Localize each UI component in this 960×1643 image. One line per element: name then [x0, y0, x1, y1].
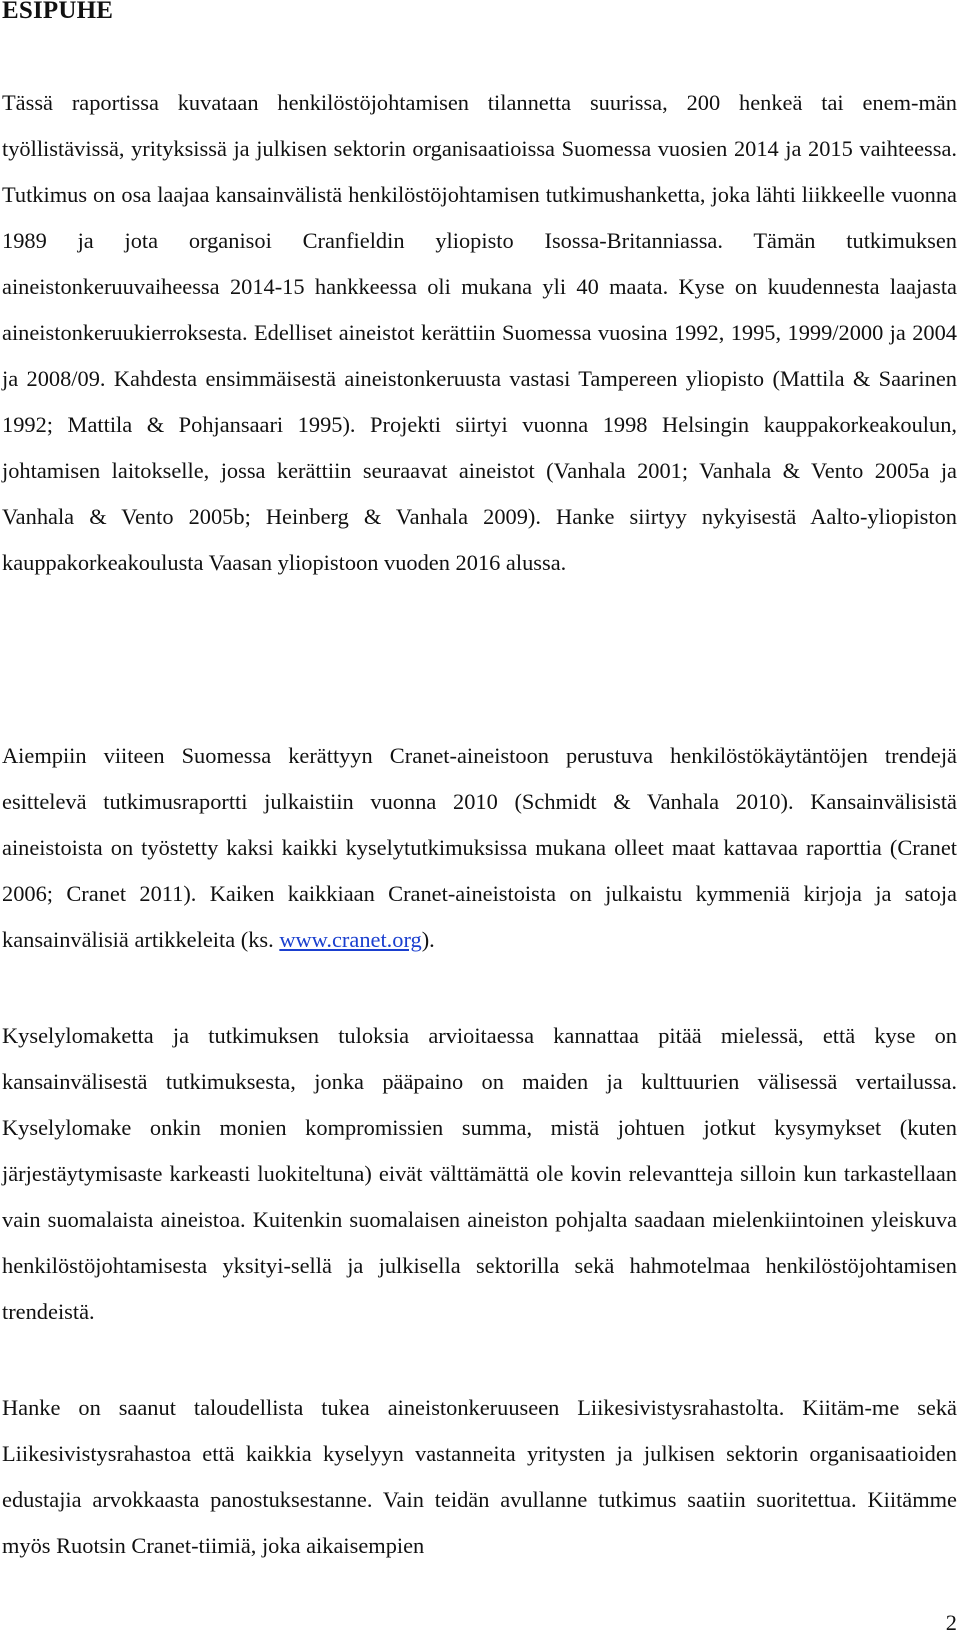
paragraph-previous-reports-text: Aiempiin viiteen Suomessa kerättyyn Cranet-aineistoon perustuva henkilöstökäytäntöjen trendejä esittelevä tutkimusraportti julkaistiin vuonna 2010 (Schmidt & Vanhala 2010). Kansainvälisistä aineistoista on työstetty kaksi kaikki kyselytutkimuksissa mukana olleet maat kattavaa raporttia (Cranet 2006; Cranet 2011). Kaiken kaikkiaan Cranet-aineistoista on julkaistu kymmeniä kirjoja ja satoja kansainvälisiä artikkeleita (ks.: [2, 743, 957, 952]
paragraph-acknowledgements: Hanke on saanut taloudellista tukea aineistonkeruuseen Liikesivistysrahastolta. Kiitäm-me sekä Liikesivistysrahastoa että kaikkia kyselyyn vastanneita yritysten ja julkisen sektorin organisaatioiden edustajia arvokkaasta panostuksestanne. Vain teidän avullanne tutkimus saatiin suoritettua. Kiitämme myös Ruotsin Cranet-tiimiä, joka aikaisempien: [2, 1395, 957, 1558]
paragraph-previous-reports: [2, 733, 957, 963]
paragraph-questionnaire: Kyselylomaketta ja tutkimuksen tuloksia arvioitaessa kannattaa pitää mielessä, että kyse on kansainvälisestä tutkimuksesta, jonka pääpaino on maiden ja kulttuurien välisessä vertailussa. Kyselylomake onkin monien kompromissien summa, mistä johtuen jotkut kysymykset (kuten järjestäytymisaste karkeasti luokiteltuna) eivät välttämättä ole kovin relevantteja silloin kun tarkastellaan vain suomalaista aineistoa. Kuitenkin suomalaisen aineiston pohjalta saadaan mielenkiintoinen yleiskuva henkilöstöjohtamisesta yksityi-sellä ja julkisella sektorilla sekä hahmotelmaa henkilöstöjohtamisen trendeistä.: [2, 1023, 957, 1324]
page-heading: ESIPUHE: [2, 0, 114, 24]
link-trailing-text: ).: [421, 927, 435, 952]
cranet-link[interactable]: www.cranet.org: [279, 927, 422, 952]
page-number: 2: [945, 1610, 957, 1635]
paragraph-intro: Tässä raportissa kuvataan henkilöstöjohtamisen tilannetta suurissa, 200 henkeä tai enem-män työllistävissä, yrityksissä ja julkisen sektorin organisaatioissa Suomessa vuosien 2014 ja 2015 vaihteessa. Tutkimus on osa laajaa kansainvälistä henkilöstöjohtamisen tutkimushanketta, joka lähti liikkeelle vuonna 1989 ja jota organisoi Cranfieldin yliopisto Isossa-Britanniassa. Tämän tutkimuksen aineistonkeruuvaiheessa 2014-15 hankkeessa oli mukana yli 40 maata. Kyse on kuudennesta laajasta aineistonkeruukierroksesta. Edelliset aineistot kerättiin Suomessa vuosina 1992, 1995, 1999/2000 ja 2004 ja 2008/09. Kahdesta ensimmäisestä aineistonkeruusta vastasi Tampereen yliopisto (Mattila & Saarinen 1992; Mattila & Pohjansaari 1995). Projekti siirtyi vuonna 1998 Helsingin kauppakorkeakoulun, johtamisen laitokselle, jossa kerättiin seuraavat aineistot (Vanhala 2001; Vanhala & Vento 2005a ja Vanhala & Vento 2005b; Heinberg & Vanhala 2009). Hanke siirtyy nykyisestä Aalto-yliopiston kauppakorkeakoulusta Vaasan yliopistoon vuoden 2016 alussa.: [2, 90, 957, 575]
